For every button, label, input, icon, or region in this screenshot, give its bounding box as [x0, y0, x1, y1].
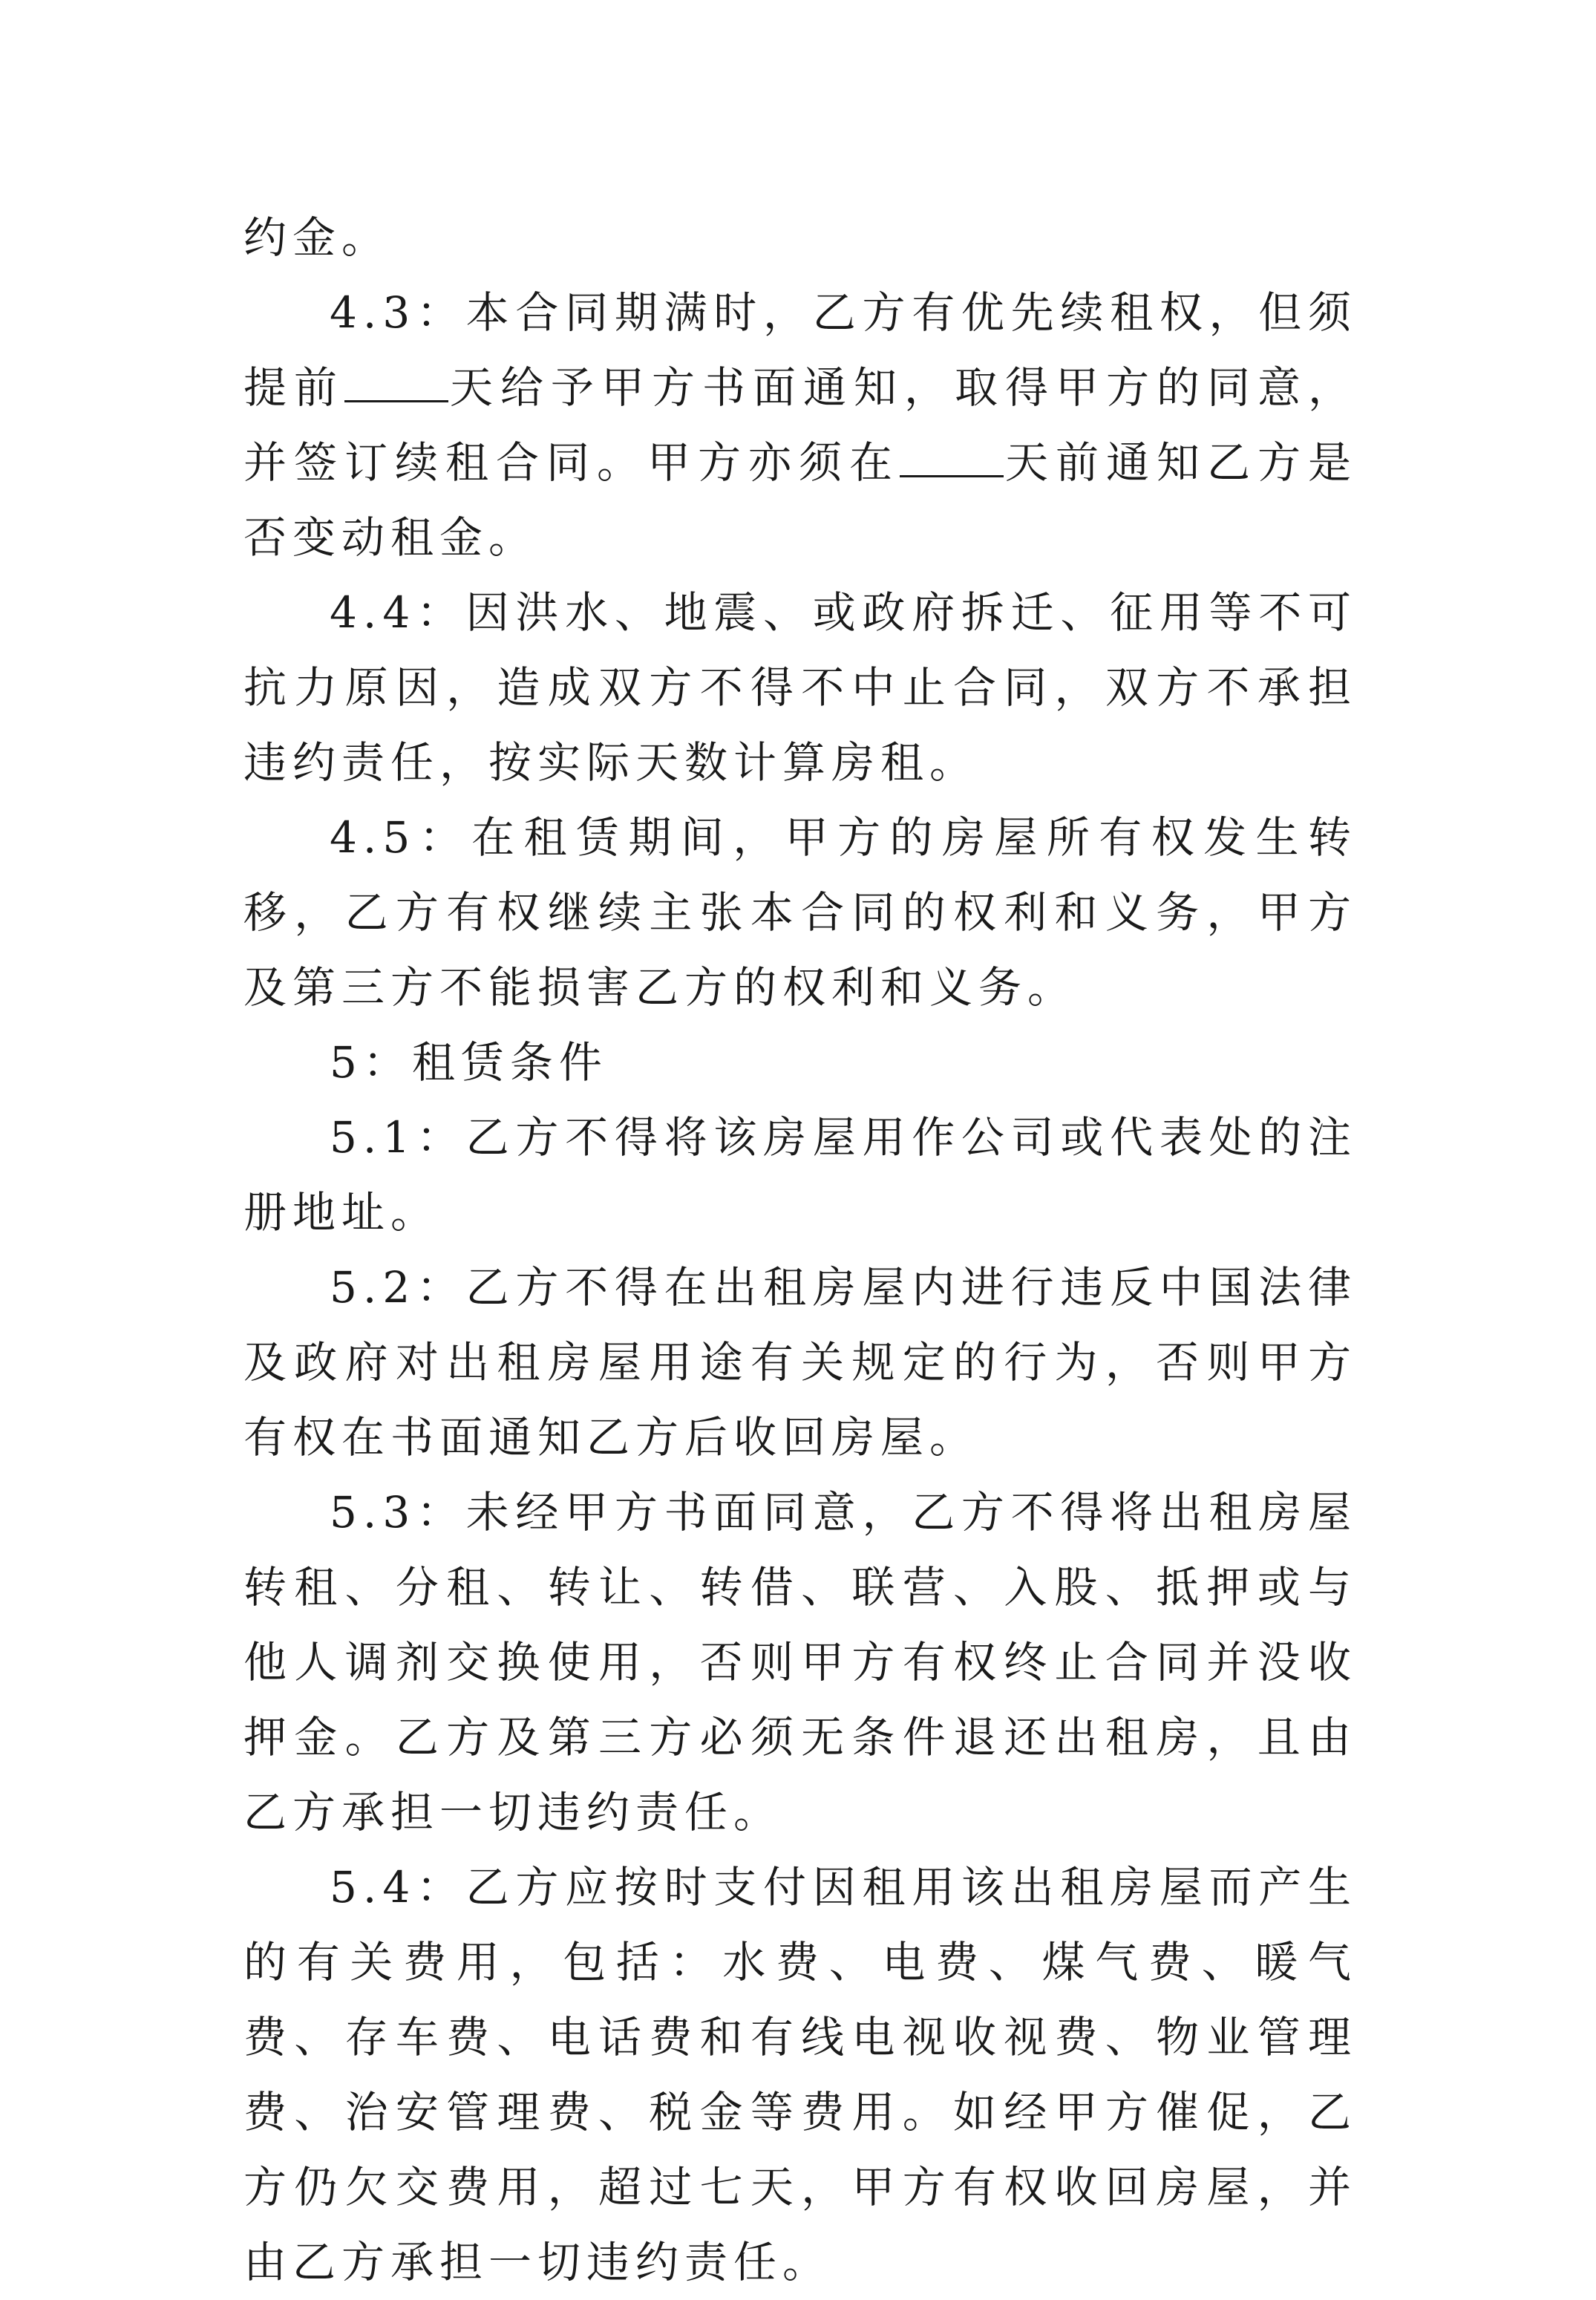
paragraph-5-4: 5.4：乙方应按时支付因租用该出租房屋而产生的有关费用，包括：水费、电费、煤气费、暖气费、存车费、电话费和有线电视收视费、物业管理费、治安管理费、税金等费用。如经甲方催促，乙方仍欠交费用，超过七天，甲方有权收回房屋，并由乙方承担一切违约责任。 — [243, 1862, 1357, 2287]
document-page — [243, 200, 1357, 2300]
paragraph-4-3-part-2: 天给予甲方书面通知，取得甲方的同意，并签订续租合同。甲方亦须在 — [243, 362, 1357, 488]
section-heading-5: 5：租赁条件 — [330, 1037, 608, 1088]
paragraph-4-4: 4.4：因洪水、地震、或政府拆迁、征用等不可抗力原因，造成双方不得不中止合同，双方不承担违约责任，按实际天数计算房租。 — [243, 587, 1357, 788]
blank-field-rent-change-days — [900, 442, 1004, 477]
paragraph-5-2: 5.2：乙方不得在出租房屋内进行违反中国法律及政府对出租房屋用途有关规定的行为，否则甲方有权在书面通知乙方后收回房屋。 — [243, 1262, 1357, 1463]
blank-field-notice-days — [344, 367, 448, 402]
paragraph-continuation: 约金。 — [243, 212, 391, 263]
paragraph-5-1: 5.1：乙方不得将该房屋用作公司或代表处的注册地址。 — [243, 1112, 1357, 1238]
paragraph-4-3-part-3: 天前通知乙方是否变动租金。 — [243, 437, 1357, 563]
paragraph-4-3-part-1: 4.3：本合同期满时，乙方有优先续租权，但须提前 — [243, 287, 1357, 413]
paragraph-5-3: 5.3：未经甲方书面同意，乙方不得将出租房屋转租、分租、转让、转借、联营、入股、抵押或与他人调剂交换使用，否则甲方有权终止合同并没收押金。乙方及第三方必须无条件退还出租房，且由乙方承担一切违约责任。 — [243, 1487, 1357, 1837]
paragraph-4-3 — [243, 275, 1357, 575]
paragraph-4-5: 4.5：在租赁期间，甲方的房屋所有权发生转移，乙方有权继续主张本合同的权利和义务，甲方及第三方不能损害乙方的权利和义务。 — [243, 812, 1357, 1013]
